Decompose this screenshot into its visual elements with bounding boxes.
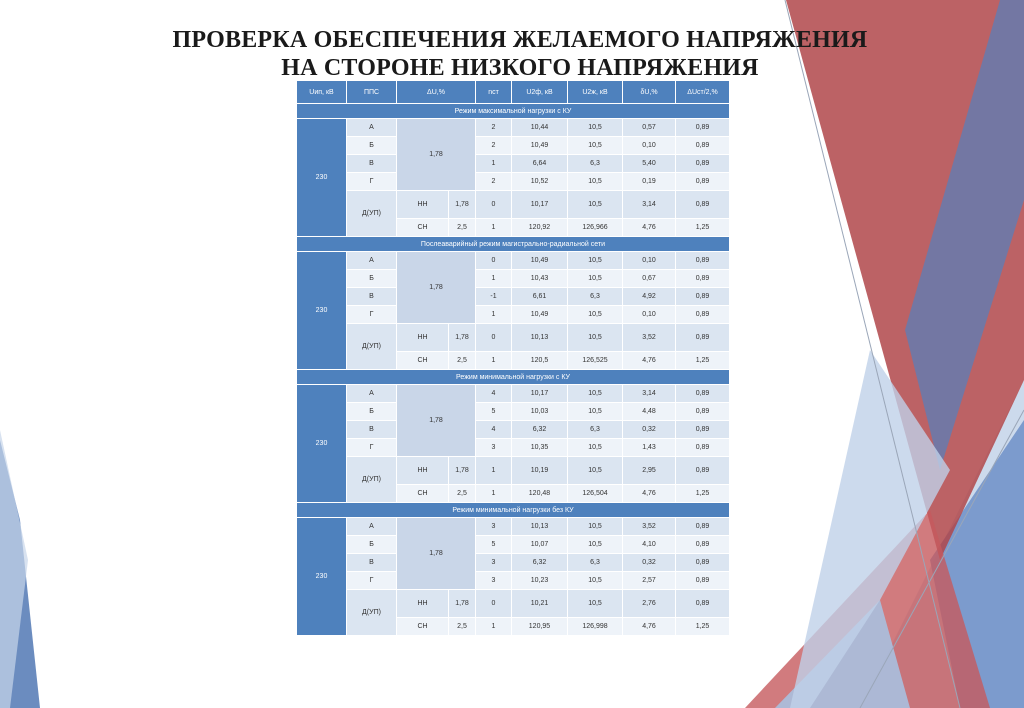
nst-cell: 0 <box>476 191 512 219</box>
delta-ust-cell: 0,89 <box>676 191 730 219</box>
header-nst: nст <box>476 81 512 104</box>
table-row <box>297 403 730 421</box>
substation-cell: Г <box>347 306 397 324</box>
delta-u-value-cell: 1,78 <box>449 191 476 219</box>
table-row <box>297 421 730 439</box>
delta-ust-cell: 0,89 <box>676 306 730 324</box>
delta-u-cell: 4,76 <box>623 352 676 370</box>
u2zh-cell: 10,5 <box>568 385 623 403</box>
substation-cell: А <box>347 385 397 403</box>
header-uip: Uип, кВ <box>297 81 347 104</box>
section-title: Режим максимальной нагрузки с КУ <box>297 104 730 119</box>
delta-u-value-cell: 1,78 <box>449 324 476 352</box>
delta-ust-cell: 0,89 <box>676 403 730 421</box>
voltage-cell: 230 <box>297 518 347 636</box>
substation-cell: В <box>347 288 397 306</box>
header-delta-u: ΔU,% <box>397 81 476 104</box>
winding-cell: НН <box>397 590 449 618</box>
pps-cell: 1,78 <box>397 252 476 324</box>
nst-cell: 3 <box>476 572 512 590</box>
substation-cell: Б <box>347 270 397 288</box>
u2zh-cell: 10,5 <box>568 324 623 352</box>
u2zh-cell: 10,5 <box>568 439 623 457</box>
delta-ust-cell: 0,89 <box>676 137 730 155</box>
u2f-cell: 10,17 <box>512 191 568 219</box>
nst-cell: 0 <box>476 590 512 618</box>
delta-u-cell: 0,67 <box>623 270 676 288</box>
delta-ust-cell: 0,89 <box>676 252 730 270</box>
nst-cell: 2 <box>476 173 512 191</box>
u2f-cell: 10,43 <box>512 270 568 288</box>
table-body <box>297 104 730 636</box>
delta-u-cell: 0,10 <box>623 306 676 324</box>
delta-u-value-cell: 2,5 <box>449 219 476 237</box>
table-row <box>297 518 730 536</box>
nst-cell: 4 <box>476 421 512 439</box>
delta-u-cell: 2,57 <box>623 572 676 590</box>
delta-u-cell: 4,10 <box>623 536 676 554</box>
substation-cell: А <box>347 518 397 536</box>
u2zh-cell: 10,5 <box>568 590 623 618</box>
delta-u-cell: 4,76 <box>623 219 676 237</box>
delta-u-cell: 4,76 <box>623 485 676 503</box>
nst-cell: 1 <box>476 618 512 636</box>
nst-cell: 1 <box>476 270 512 288</box>
header-u2zh: U2ж, кВ <box>568 81 623 104</box>
delta-u-cell: 0,32 <box>623 554 676 572</box>
nst-cell: 1 <box>476 352 512 370</box>
u2f-cell: 6,32 <box>512 554 568 572</box>
delta-ust-cell: 1,25 <box>676 352 730 370</box>
u2zh-cell: 10,5 <box>568 457 623 485</box>
u2f-cell: 120,92 <box>512 219 568 237</box>
delta-u-cell: 0,32 <box>623 421 676 439</box>
table-row <box>297 457 730 485</box>
delta-ust-cell: 1,25 <box>676 219 730 237</box>
nst-cell: 1 <box>476 485 512 503</box>
table-header-row <box>297 81 730 104</box>
table-row <box>297 590 730 618</box>
u2f-cell: 10,21 <box>512 590 568 618</box>
delta-u-value-cell: 1,78 <box>449 590 476 618</box>
substation-cell: В <box>347 421 397 439</box>
nst-cell: 1 <box>476 306 512 324</box>
section-header-row <box>297 104 730 119</box>
u2f-cell: 10,23 <box>512 572 568 590</box>
substation-cell: Б <box>347 403 397 421</box>
u2zh-cell: 10,5 <box>568 191 623 219</box>
substation-d-cell: Д(УП) <box>347 590 397 636</box>
header-u2f: U2ф, кВ <box>512 81 568 104</box>
table-row <box>297 554 730 572</box>
header-pps: ППС <box>347 81 397 104</box>
u2zh-cell: 10,5 <box>568 306 623 324</box>
nst-cell: -1 <box>476 288 512 306</box>
nst-cell: 3 <box>476 439 512 457</box>
u2zh-cell: 6,3 <box>568 421 623 439</box>
delta-u-cell: 3,52 <box>623 518 676 536</box>
delta-ust-cell: 0,89 <box>676 590 730 618</box>
u2f-cell: 6,32 <box>512 421 568 439</box>
u2zh-cell: 10,5 <box>568 270 623 288</box>
u2f-cell: 10,49 <box>512 137 568 155</box>
u2f-cell: 10,44 <box>512 119 568 137</box>
nst-cell: 4 <box>476 385 512 403</box>
table-row <box>297 536 730 554</box>
u2f-cell: 120,95 <box>512 618 568 636</box>
nst-cell: 0 <box>476 324 512 352</box>
substation-d-cell: Д(УП) <box>347 191 397 237</box>
u2f-cell: 120,5 <box>512 352 568 370</box>
delta-u-cell: 3,52 <box>623 324 676 352</box>
voltage-check-table <box>296 80 730 636</box>
delta-ust-cell: 0,89 <box>676 554 730 572</box>
winding-cell: СН <box>397 618 449 636</box>
u2zh-cell: 6,3 <box>568 155 623 173</box>
u2zh-cell: 126,966 <box>568 219 623 237</box>
delta-u-cell: 2,95 <box>623 457 676 485</box>
u2zh-cell: 10,5 <box>568 536 623 554</box>
u2f-cell: 10,03 <box>512 403 568 421</box>
table-row <box>297 252 730 270</box>
delta-u-cell: 0,57 <box>623 119 676 137</box>
delta-ust-cell: 0,89 <box>676 457 730 485</box>
u2f-cell: 10,52 <box>512 173 568 191</box>
u2f-cell: 10,13 <box>512 324 568 352</box>
winding-cell: СН <box>397 352 449 370</box>
nst-cell: 5 <box>476 403 512 421</box>
voltage-cell: 230 <box>297 252 347 370</box>
u2zh-cell: 10,5 <box>568 518 623 536</box>
nst-cell: 5 <box>476 536 512 554</box>
u2zh-cell: 6,3 <box>568 554 623 572</box>
slide-title-line-2: НА СТОРОНЕ НИЗКОГО НАПРЯЖЕНИЯ <box>281 55 759 81</box>
table-row <box>297 137 730 155</box>
u2f-cell: 10,19 <box>512 457 568 485</box>
substation-cell: А <box>347 119 397 137</box>
delta-u-cell: 5,40 <box>623 155 676 173</box>
delta-ust-cell: 0,89 <box>676 270 730 288</box>
nst-cell: 2 <box>476 137 512 155</box>
substation-cell: Б <box>347 536 397 554</box>
u2f-cell: 10,49 <box>512 306 568 324</box>
delta-u-cell: 3,14 <box>623 385 676 403</box>
substation-d-cell: Д(УП) <box>347 457 397 503</box>
substation-cell: Г <box>347 439 397 457</box>
delta-ust-cell: 0,89 <box>676 324 730 352</box>
u2f-cell: 10,49 <box>512 252 568 270</box>
u2zh-cell: 10,5 <box>568 252 623 270</box>
u2zh-cell: 6,3 <box>568 288 623 306</box>
winding-cell: НН <box>397 324 449 352</box>
table-row <box>297 324 730 352</box>
substation-cell: А <box>347 252 397 270</box>
section-title: Послеаварийный режим магистрально-радиальной сети <box>297 237 730 252</box>
nst-cell: 0 <box>476 252 512 270</box>
delta-ust-cell: 0,89 <box>676 439 730 457</box>
table-row <box>297 385 730 403</box>
pps-cell: 1,78 <box>397 119 476 191</box>
table-row <box>297 288 730 306</box>
substation-cell: Г <box>347 572 397 590</box>
section-header-row <box>297 503 730 518</box>
u2f-cell: 10,35 <box>512 439 568 457</box>
section-title: Режим минимальной нагрузки с КУ <box>297 370 730 385</box>
winding-cell: НН <box>397 457 449 485</box>
table-row <box>297 572 730 590</box>
u2zh-cell: 126,998 <box>568 618 623 636</box>
nst-cell: 1 <box>476 219 512 237</box>
delta-ust-cell: 0,89 <box>676 119 730 137</box>
delta-u-cell: 0,19 <box>623 173 676 191</box>
delta-ust-cell: 0,89 <box>676 385 730 403</box>
delta-u-value-cell: 2,5 <box>449 352 476 370</box>
substation-cell: В <box>347 554 397 572</box>
delta-u-cell: 4,76 <box>623 618 676 636</box>
u2zh-cell: 10,5 <box>568 119 623 137</box>
u2f-cell: 10,17 <box>512 385 568 403</box>
delta-u-cell: 3,14 <box>623 191 676 219</box>
u2zh-cell: 10,5 <box>568 173 623 191</box>
delta-u-value-cell: 2,5 <box>449 618 476 636</box>
delta-ust-cell: 1,25 <box>676 618 730 636</box>
delta-u-cell: 1,43 <box>623 439 676 457</box>
delta-ust-cell: 0,89 <box>676 288 730 306</box>
winding-cell: НН <box>397 191 449 219</box>
slide-title-line-1: ПРОВЕРКА ОБЕСПЕЧЕНИЯ ЖЕЛАЕМОГО НАПРЯЖЕНИЯ <box>172 27 868 53</box>
table-row <box>297 439 730 457</box>
delta-ust-cell: 0,89 <box>676 536 730 554</box>
nst-cell: 1 <box>476 457 512 485</box>
section-header-row <box>297 370 730 385</box>
u2zh-cell: 126,504 <box>568 485 623 503</box>
delta-u-cell: 4,48 <box>623 403 676 421</box>
substation-cell: Б <box>347 137 397 155</box>
header-delta-ust: ΔUст/2,% <box>676 81 730 104</box>
section-header-row <box>297 237 730 252</box>
table-row <box>297 155 730 173</box>
table-row <box>297 270 730 288</box>
pps-cell: 1,78 <box>397 518 476 590</box>
nst-cell: 1 <box>476 155 512 173</box>
substation-cell: В <box>347 155 397 173</box>
nst-cell: 3 <box>476 554 512 572</box>
u2f-cell: 6,61 <box>512 288 568 306</box>
substation-d-cell: Д(УП) <box>347 324 397 370</box>
nst-cell: 2 <box>476 119 512 137</box>
delta-ust-cell: 0,89 <box>676 173 730 191</box>
u2f-cell: 10,07 <box>512 536 568 554</box>
u2f-cell: 10,13 <box>512 518 568 536</box>
pps-cell: 1,78 <box>397 385 476 457</box>
delta-u-value-cell: 1,78 <box>449 457 476 485</box>
u2zh-cell: 10,5 <box>568 572 623 590</box>
delta-ust-cell: 0,89 <box>676 518 730 536</box>
delta-ust-cell: 1,25 <box>676 485 730 503</box>
nst-cell: 3 <box>476 518 512 536</box>
slide-title <box>150 26 890 82</box>
table-row <box>297 173 730 191</box>
substation-cell: Г <box>347 173 397 191</box>
delta-u-cell: 4,92 <box>623 288 676 306</box>
u2zh-cell: 10,5 <box>568 403 623 421</box>
delta-ust-cell: 0,89 <box>676 572 730 590</box>
table-row <box>297 119 730 137</box>
table-row <box>297 306 730 324</box>
u2f-cell: 120,48 <box>512 485 568 503</box>
winding-cell: СН <box>397 219 449 237</box>
table-row <box>297 191 730 219</box>
delta-u-cell: 2,76 <box>623 590 676 618</box>
header-small-delta-u: δU,% <box>623 81 676 104</box>
voltage-cell: 230 <box>297 119 347 237</box>
delta-ust-cell: 0,89 <box>676 155 730 173</box>
delta-ust-cell: 0,89 <box>676 421 730 439</box>
section-title: Режим минимальной нагрузки без КУ <box>297 503 730 518</box>
u2zh-cell: 10,5 <box>568 137 623 155</box>
winding-cell: СН <box>397 485 449 503</box>
delta-u-cell: 0,10 <box>623 137 676 155</box>
u2f-cell: 6,64 <box>512 155 568 173</box>
u2zh-cell: 126,525 <box>568 352 623 370</box>
voltage-cell: 230 <box>297 385 347 503</box>
delta-u-cell: 0,10 <box>623 252 676 270</box>
delta-u-value-cell: 2,5 <box>449 485 476 503</box>
